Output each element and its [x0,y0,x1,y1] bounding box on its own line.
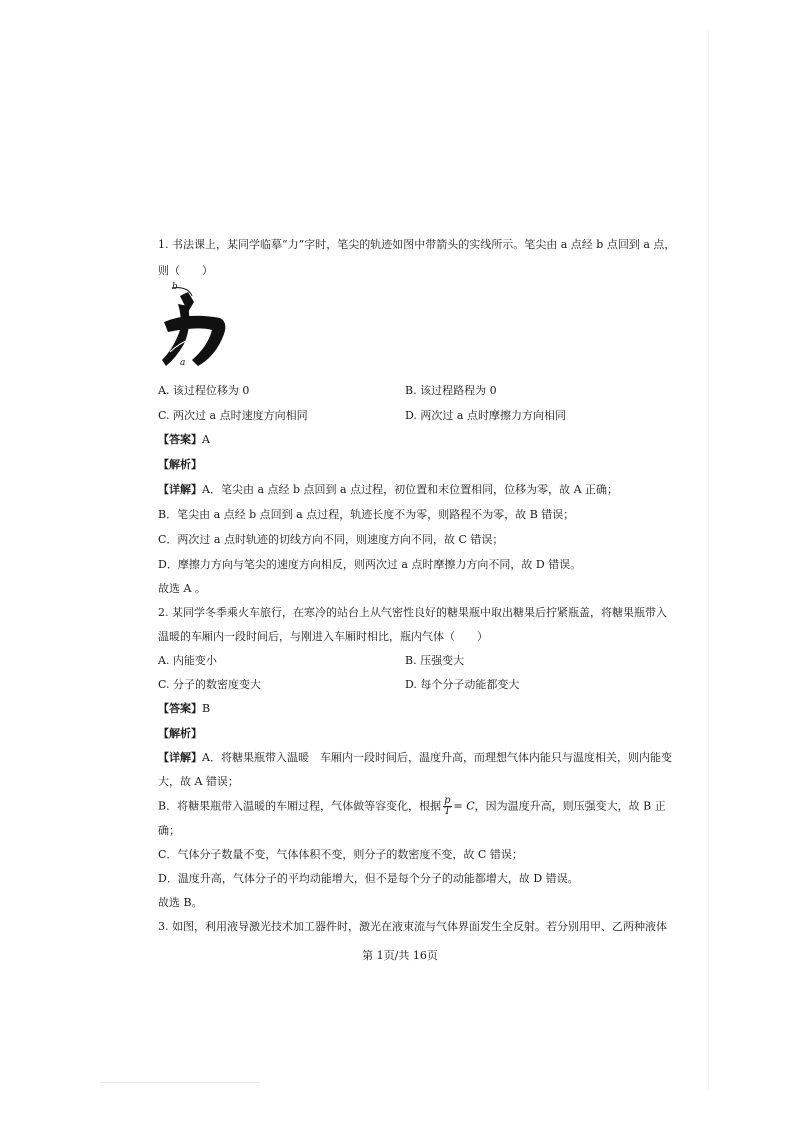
q2-answer-line [158,700,210,716]
formula-fraction [443,796,451,817]
calligraphy-li-icon [158,282,238,372]
page-footer: 第 1页/共 16页 [362,949,438,962]
detail-b-post: ，因为温度升高，则压强变大，故 B 正 [474,799,666,813]
figure-label-a: a [180,358,186,368]
q2-stem-line1: 2. 某同学冬季乘火车旅行，在寒冷的站台上从气密性良好的糖果瓶中取出糖果后拧紧瓶盖，将糖果瓶带入 [158,606,667,619]
answer-value: A [202,433,210,446]
detail-text: A．笔尖由 a 点经 b 点回到 a 点过程，初位置和末位置相同，位移为零，故 A 正确； [202,483,619,496]
q1-detail-line4: D．摩擦力方向与笔尖的速度方向相反，则两次过 a 点时摩擦力方向不同，故 D 错误。 [158,558,582,571]
detail-text: A．将糖果瓶带入温暖 车厢内一段时间后，温度升高，而理想气体内能只与温度相关，则内能变 [202,751,672,764]
q2-detail-a-line1 [158,749,672,765]
q1-conclusion: 故选 A 。 [158,582,206,595]
detail-b-pre: B．将糖果瓶带入温暖的车厢过程，气体做等容变化，根据 [158,799,442,813]
q2-option-a: A. 内能变小 [158,654,217,667]
q1-option-b: B. 该过程路程为 0 [405,384,497,397]
fraction-denominator: T [443,806,451,817]
q1-option-a: A. 该过程位移为 0 [158,384,250,397]
q2-detail-b-line2: 确； [158,824,180,837]
q2-detail-a-line2: 大，故 A 错误； [158,775,239,788]
q2-conclusion: 故选 B。 [158,896,203,909]
q1-calligraphy-figure [158,282,238,372]
scan-edge-vertical [708,30,709,1090]
answer-tag: 【答案】 [158,702,202,715]
fraction-numerator: p [444,795,451,806]
q1-option-d: D. 两次过 a 点时摩擦力方向相同 [405,409,566,422]
q1-stem-line1: 1. 书法课上，某同学临摹“力”字时，笔尖的轨迹如图中带箭头的实线所示。笔尖由 a 点经 b 点回到 a 点， [158,238,676,251]
q2-option-d: D. 每个分子动能都变大 [405,678,520,691]
q1-answer-line [158,431,210,447]
q2-detail-c: C．气体分子数量不变，气体体积不变，则分子的数密度不变，故 C 错误； [158,848,523,861]
q3-stem-line1: 3. 如图，利用液导激光技术加工器件时，激光在液束流与气体界面发生全反射。若分别用甲、乙两种液体 [158,920,667,933]
q2-stem-line2: 温暖的车厢内一段时间后，与刚进入车厢时相比，瓶内气体（ ） [158,630,488,643]
detail-tag: 【详解】 [158,483,202,496]
q2-option-c: C. 分子的数密度变大 [158,678,262,691]
q1-detail-line3: C．两次过 a 点时轨迹的切线方向不同，则速度方向不同，故 C 错误； [158,533,504,546]
q1-detail-line2: B．笔尖由 a 点经 b 点回到 a 点过程，轨迹长度不为零，则路程不为零，故 B 错误； [158,508,575,521]
q1-analysis-tag: 【解析】 [158,458,202,471]
q1-detail-line1 [158,481,618,497]
answer-value: B [202,702,211,715]
q2-detail-b-line1 [158,796,666,817]
q2-analysis-tag: 【解析】 [158,727,202,740]
q2-option-b: B. 压强变大 [405,654,465,667]
formula-rhs: = C [453,799,475,813]
answer-tag: 【答案】 [158,433,202,446]
scan-edge-divider [100,1082,260,1083]
q2-detail-d: D．温度升高，气体分子的平均动能增大，但不是每个分子的动能都增大，故 D 错误。 [158,872,579,885]
q1-option-c: C. 两次过 a 点时速度方向相同 [158,409,308,422]
figure-label-b: b [172,282,178,292]
q1-stem-line2: 则（ ） [158,264,213,277]
detail-tag: 【详解】 [158,751,202,764]
